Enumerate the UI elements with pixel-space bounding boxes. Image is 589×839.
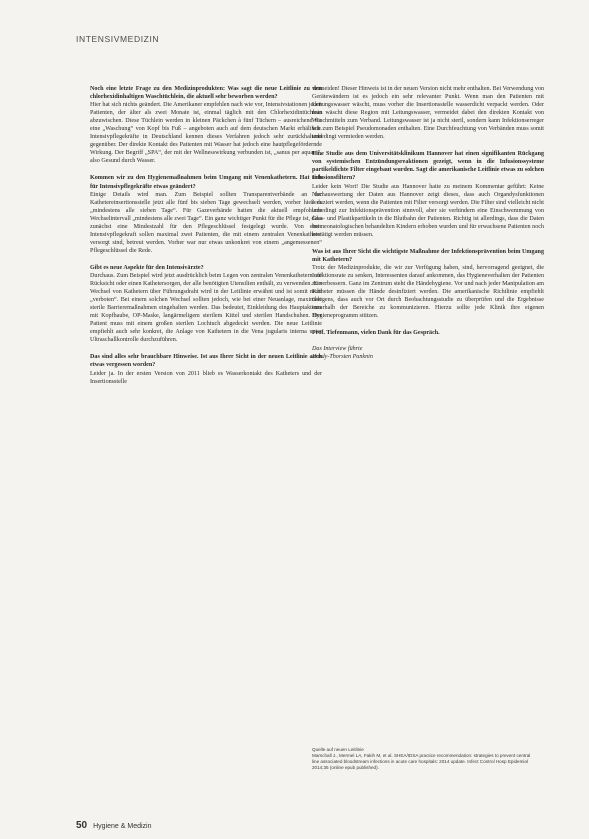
- page-number: 50: [76, 820, 88, 831]
- section-label: INTENSIVMEDIZIN: [76, 34, 160, 44]
- qa-block: [312, 248, 544, 320]
- question: Gibt es neue Aspekte für den Intensivärzte?: [90, 264, 204, 271]
- question: Eine Studie aus dem Universitätsklinikum Hannover hat einen signifikanten Rückgang von systemischen Entzündungsreaktionen gezeigt, wenn in die Infusionssysteme partikeldichte Filter eingebaut wurden. Sagt die amerikanische Leitlinie etwas zu solchen Infusionsfiltern?: [312, 151, 544, 182]
- interviewer-credit-line1: Das Interview führte: [312, 346, 363, 353]
- qa-block: [90, 174, 322, 254]
- answer: Hier hat sich nichts geändert. Die Amerikaner empfehlen nach wie vor, Intensivstationen jeden Patienten, der älter als zwei Monate ist, einmal täglich mit den Chlorhexidintüchlein abzuwischen. Diese Tüchlein werden in kleinen Päckchen à fünf Tüchern – ausreichend für eine „Waschung“ von Kopf bis Fuß – angeboten auch auf dem deutschen Markt erhältlich. Intensivpflegekräfte in Deutschland kennen dieses Verfahren jedoch sehr zurückhaltend gegenüber. Der direkte Kontakt des Patienten mit Wasser hat jedoch eine hautpflegefördernde Wirkung. Der Begriff „SPA“, der mit der Wellnesswirkung verbunden ist, „sanus per aquam“, also Gesund durch Wasser.: [90, 102, 322, 165]
- right-column: [312, 85, 544, 361]
- qa-block: [90, 353, 322, 385]
- qa-block: [312, 85, 544, 141]
- qa-block: [90, 85, 322, 165]
- closing-line: Prof. Tiefenmann, vielen Dank für das Gespräch.: [312, 330, 440, 337]
- source-title: Quelle auf neuen Leitlinie: [312, 747, 364, 752]
- answer: Einige Details wird man. Zum Beispiel sollten Transparentverbände an der Kathetereinsertionsstelle jetzt alle fünf bis sieben Tage gewechselt werden, vorher hieß es „mindestens alle sieben Tage“. Für Gazeverbände hatten die aktuell empfohlene Wechselintervall „mindestens alle zwei Tage“. Ein ganz wichtiger Punkt für die Pflege ist, dass zunächst eine Mindestzahl für den Pflegeschlüssel festgelegt wurde. Von einer Intensivpflegekraft sollen maximal zwei Patienten, die mit einem zentralen Venenkatheter versorgt sind, betreut werden. Vorher war nur etwas unkonkret von einem „angemessenen“ Pflegeschlüssel die Rede.: [90, 191, 322, 254]
- publication-name: Hygiene & Medizin: [93, 823, 152, 830]
- question: Das sind alles sehr brauchbare Hinweise. Ist aus Ihrer Sicht in der neuen Leitlinie auch etwas vergessen worden?: [90, 354, 322, 369]
- question: Kommen wir zu den Hygienemaßnahmen beim Umgang mit Venenkathetern. Hat sich für Intensivpflegekräfte etwas geändert?: [90, 175, 322, 190]
- left-column: [90, 85, 322, 395]
- source-box: [312, 747, 532, 771]
- answer: Durchaus. Zum Beispiel wird jetzt ausdrücklich beim Legen von zentralen Venenkathetern auf Rücksicht oder einen Kathetersorgen, der alle benötigten Utensilien enthält, zu verwenden. Ein Wechsel von Kathetern über Führungsdraht wird in der Leitlinie erwähnt und ist somit nicht „verboten“. Bei einem solchen Wechsel sollten jedoch, wie bei einer Neuanlage, maximale sterile Barrieremaßnahmen eingehalten werden. Das bedeutet, Einkleidung des Hauptakteurs mit Kopfhaube, OP-Maske, langärmeligem sterilem Kittel und sterilen Handschuhen. Der Patient muss mit einem großen sterilen Lochtuch abgedeckt werden. Die neue Leitlinie empfiehlt auch sehr konkret, die Anlage von Kathetern in die Vena jugularis interna unter Ultraschallkontrolle durchzuführen.: [90, 272, 322, 344]
- qa-block: [312, 150, 544, 239]
- qa-block: [90, 264, 322, 344]
- answer: Leider ja. In der ersten Version von 2011 blieb es Wasserkontakt des Katheters und der Insertionsstelle: [90, 370, 322, 385]
- page-footer: [76, 820, 152, 831]
- source-text: Marschall J., Mermel LA, Fakih M, et al. SHEA/IDSA practice recommendation: strategies to prevent central line associated bloodstream infections in acute care hospitals: 2014 update. Infect Control Hosp Epidemiol 2014;35 (online epub published).: [312, 753, 531, 770]
- question: Was ist aus Ihrer Sicht die wichtigste Maßnahme der Infektionsprävention beim Umgang mit Kathetern?: [312, 248, 544, 263]
- answer: vermeiden! Dieser Hinweis ist in der neuen Version nicht mehr enthalten. Bei Verwendung von Gerätewändern ist es jedoch ein sehr relevanter Punkt. Wenn man den Patienten mit Leitungswasser wäscht, muss vorher die Insertionsstelle wasserdicht verpackt werden. Oder man wäscht diese Region mit Leitungswasser, vermeidet dabei den direkten Kontakt von Waschmitteln zum Verband. Leitungswasser ist ja nicht steril, sondern kann Infektionserreger wie zum Beispiel Pseudomonaden enthalten. Eine Durchfeuchtung von Verbänden muss somit unbedingt vermieden werden.: [312, 86, 544, 141]
- question: Noch eine letzte Frage zu den Medizinprodukten: Was sagt die neue Leitlinie zu den chlorhexidinhaltigen Waschtüchlein, die aktuell sehr beworben werden?: [90, 86, 322, 101]
- answer: Trotz der Medizinprodukte, die wir zur Verfügung haben, sind, hervorragend geeignet, die Infektionsrate zu senken, Interessenten darauf ankommen, das Hygieneverhalten der Patienten zu verbessern. Ganz im Zentrum steht die Händehygiene. Vor und nach jeder Manipulation am Katheter müssen die Hände desinfiziert werden. Die amerikanische Richtlinie empfiehlt übrigens, dass auch vor Ort durch Beobachtungsstudie zu überprüfen und die Ergebnisse innerhalb der Bereiche zu kommunizieren. Hierzu sollte jede Klinik ihre eigenen Hygieneprogramm stützen.: [312, 264, 544, 320]
- answer: Leider kein Wort! Die Studie aus Hannover hatte zu meinem Kommentar geführt: Keine Nachauswertung der Daten aus Hannover zeigt dieses, dass auch Organdysfunktionen reduziert werden, wenn die Patienten mit Filter versorgt werden. Die Filter sind vielleicht nicht unbedingt zur Infektionsprävention sinnvoll, aber sie verhindern eine Einschwemmung von Glas- und Plastikpartikeln in die Blutbahn der Patienten. Richtig ist allerdings, dass die Daten bei neonatologischen behandelten Kindern erhoben wurden und für erwachsene Patienten noch bestätigt werden müssen.: [312, 183, 544, 238]
- interviewer-credit-name: Hardy-Thorsten Panknin: [312, 354, 373, 361]
